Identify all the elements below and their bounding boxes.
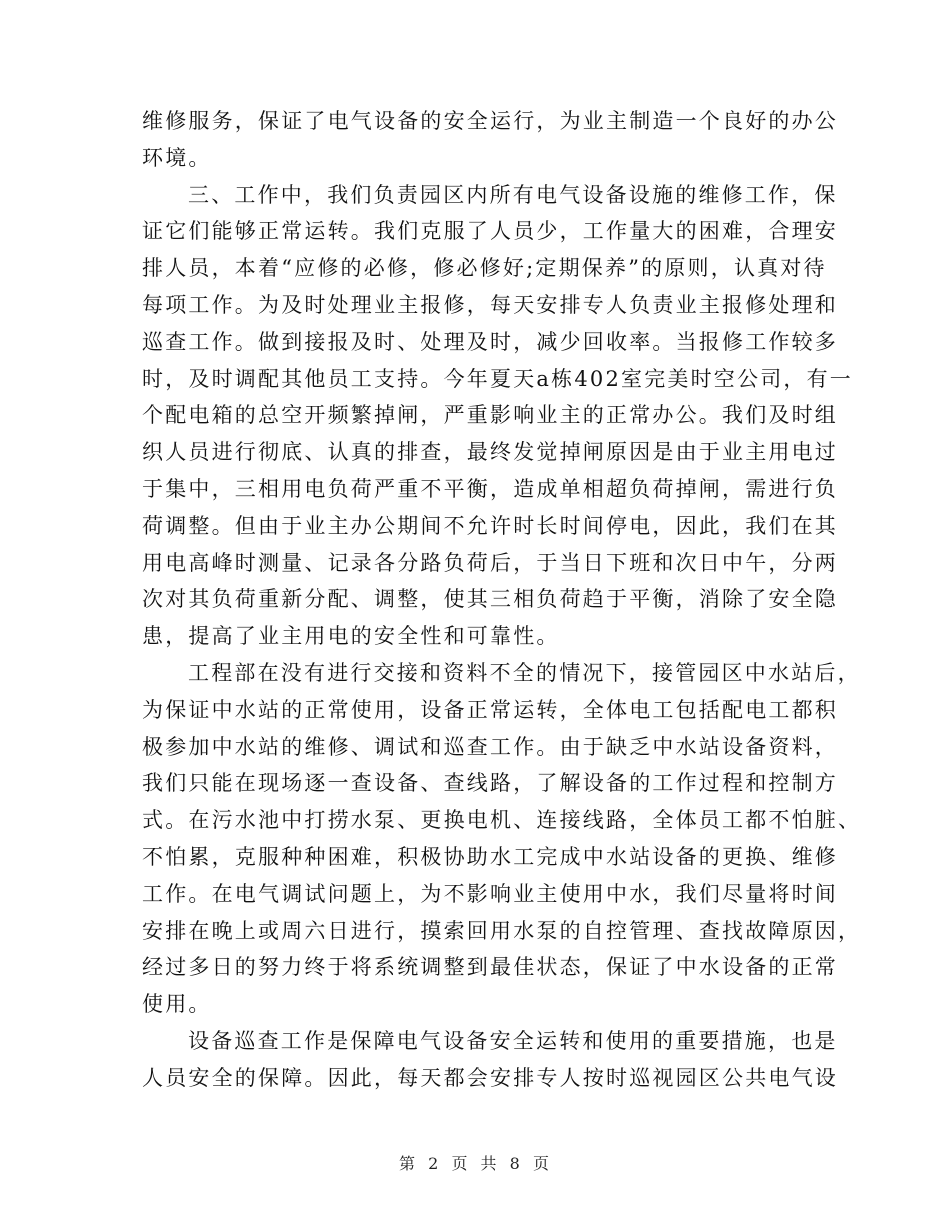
text-line: 证它们能够正常运转。我们克服了人员少，工作量大的困难，合理安 bbox=[142, 219, 838, 244]
text-line: 安排在晚上或周六日进行，摸索回用水泵的自控管理、查找故障原因， bbox=[142, 918, 862, 943]
text-line: 为保证中水站的正常使用，设备正常运转，全体电工包括配电工都积 bbox=[142, 697, 838, 722]
page-footer bbox=[0, 1151, 950, 1174]
text-line: 次对其负荷重新分配、调整，使其三相负荷趋于平衡，消除了安全隐 bbox=[142, 587, 838, 612]
text-line: 时，及时调配其他员工支持。今年夏天a栋402室完美时空公司，有一 bbox=[142, 366, 853, 391]
text-line: 我们只能在现场逐一查设备、查线路，了解设备的工作过程和控制方 bbox=[142, 771, 838, 796]
paragraph-start-line: 工程部在没有进行交接和资料不全的情况下，接管园区中水站后， bbox=[188, 660, 861, 685]
text-line: 荷调整。但由于业主办公期间不允许时长时间停电，因此，我们在其 bbox=[142, 513, 838, 538]
text-line: 环境。 bbox=[142, 145, 212, 170]
footer-prefix: 第 bbox=[399, 1154, 418, 1173]
text-line: 每项工作。为及时处理业主报修，每天安排专人负责业主报修处理和 bbox=[142, 292, 838, 317]
current-page-number: 2 bbox=[428, 1154, 441, 1173]
text-line: 使用。 bbox=[142, 992, 212, 1017]
text-line: 经过多日的努力终于将系统调整到最佳状态，保证了中水设备的正常 bbox=[142, 955, 838, 980]
text-line: 工作。在电气调试问题上，为不影响业主使用中水，我们尽量将时间 bbox=[142, 881, 838, 906]
body-text bbox=[142, 103, 862, 1097]
text-line: 于集中，三相用电负荷严重不平衡，造成单相超负荷掉闸，需进行负 bbox=[142, 476, 838, 501]
text-line: 式。在污水池中打捞水泵、更换电机、连接线路，全体员工都不怕脏、 bbox=[142, 808, 862, 833]
text-line: 患，提高了业主用电的安全性和可靠性。 bbox=[142, 624, 560, 649]
paragraph-start-line: 三、工作中，我们负责园区内所有电气设备设施的维修工作，保 bbox=[188, 182, 838, 207]
text-line: 极参加中水站的维修、调试和巡查工作。由于缺乏中水站设备资料， bbox=[142, 734, 838, 759]
text-line: 排人员，本着“应修的必修，修必修好;定期保养”的原则，认真对待 bbox=[142, 256, 827, 281]
footer-total-prefix: 共 bbox=[480, 1154, 499, 1173]
text-line: 织人员进行彻底、认真的排查，最终发觉掉闸原因是由于业主用电过 bbox=[142, 440, 838, 465]
paragraph-start-line: 设备巡查工作是保障电气设备安全运转和使用的重要措施，也是 bbox=[188, 1028, 838, 1053]
text-line: 个配电箱的总空开频繁掉闸，严重影响业主的正常办公。我们及时组 bbox=[142, 403, 838, 428]
text-line: 不怕累，克服种种困难，积极协助水工完成中水站设备的更换、维修 bbox=[142, 844, 838, 869]
text-line: 维修服务，保证了电气设备的安全运行，为业主制造一个良好的办公 bbox=[142, 109, 838, 133]
footer-page-unit: 页 bbox=[451, 1154, 470, 1173]
text-line: 用电高峰时测量、记录各分路负荷后，于当日下班和次日中午，分两 bbox=[142, 550, 838, 575]
text-line: 巡查工作。做到接报及时、处理及时，减少回收率。当报修工作较多 bbox=[142, 329, 838, 354]
text-line: 人员安全的保障。因此，每天都会安排专人按时巡视园区公共电气设 bbox=[142, 1065, 838, 1090]
total-page-count: 8 bbox=[509, 1154, 522, 1173]
footer-total-unit: 页 bbox=[532, 1154, 551, 1173]
